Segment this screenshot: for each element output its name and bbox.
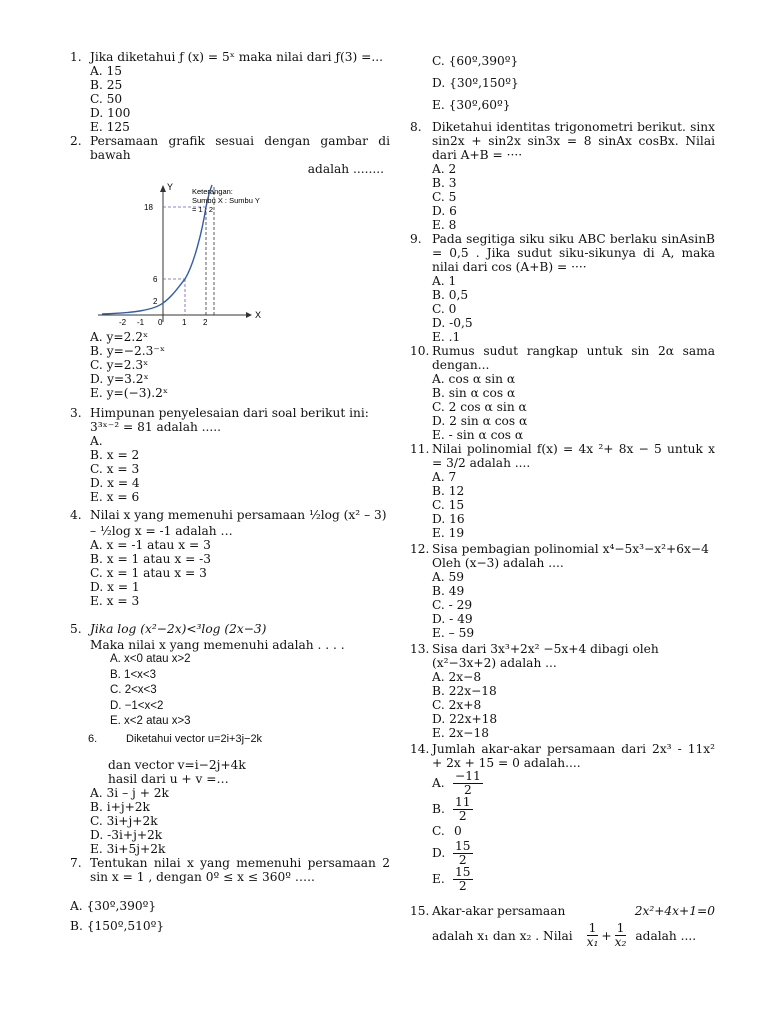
option[interactable]: D. {30º,150º} (432, 76, 519, 90)
option[interactable]: D. y=3.2ˣ (90, 372, 149, 386)
equation: 2x²+4x+1=0 (634, 904, 715, 918)
question-text-cont: (x²−3x+2) adalah ... (432, 656, 557, 670)
question-11 (410, 442, 715, 470)
question-text: Nilai x yang memenuhi persamaan ½log (x² – 3) (90, 508, 387, 522)
legend-line: = 1 : 2 (192, 205, 214, 214)
option[interactable]: D. 6 (432, 204, 457, 218)
option[interactable]: B. x = 2 (90, 448, 140, 462)
option[interactable]: E. – 59 (432, 626, 475, 640)
option[interactable]: C. x = 1 atau x = 3 (90, 566, 207, 580)
question-number: 12. (410, 542, 430, 556)
option[interactable]: E. 8 (432, 218, 457, 232)
option[interactable]: D. 16 (432, 512, 465, 526)
question-number: 9. (410, 232, 422, 246)
left-column (70, 50, 390, 936)
question-2 (70, 134, 390, 162)
option[interactable]: E. x = 6 (90, 490, 140, 504)
x-tick: 1 (182, 318, 187, 327)
option[interactable]: A. 15 (90, 64, 123, 78)
question-text-cont: adalah x₁ dan x₂ . Nilai $\frac{1}{\text{x₁}}$ + $\frac{1}{\text{x₂}}$ adalah .... (432, 921, 697, 949)
option[interactable]: A. 59 (432, 570, 465, 584)
option[interactable]: B. 49 (432, 584, 465, 598)
x-axis-label: X (255, 310, 262, 320)
question-text: Jika diketahui ƒ (x) = 5ˣ maka nilai dari ƒ(3) =... (90, 50, 383, 64)
q6-options (70, 786, 390, 856)
question-text: Jumlah akar-akar persamaan dari 2x³ - 11x² + 2x + 15 = 0 adalah.... (432, 742, 715, 770)
option[interactable]: D. x = 1 (90, 580, 140, 594)
question-text: Pada segitiga siku siku ABC berlaku sinAsinB = 0,5 . Jika sudut siku-sikunya di A, maka nilai dari cos (A+B) = ···· (432, 232, 715, 274)
option[interactable]: C. 5 (432, 190, 457, 204)
question-text-cont: – ½log x = -1 adalah … (90, 524, 233, 538)
q2-options (70, 330, 390, 400)
question-4 (70, 508, 390, 522)
option[interactable]: E. - sin α cos α (432, 428, 524, 442)
option[interactable]: D. 22x+18 (432, 712, 498, 726)
option[interactable]: B. 25 (90, 78, 123, 92)
option[interactable]: E. {30º,60º} (432, 98, 511, 112)
q1-options (70, 64, 390, 134)
y-tick: 6 (153, 275, 158, 284)
q7-options-right (410, 50, 715, 116)
legend-line: Sumbu X : Sumbu Y (192, 196, 260, 205)
option[interactable]: D. x = 4 (90, 476, 140, 490)
question-text: Jika log (x²−2x)<³log (2x−3) (90, 622, 267, 636)
question-text: Diketahui identitas trigonometri berikut. sinx sin2x + sin2x sin3x = 8 sinAx cosBx. Nilai dari A+B = ···· (432, 120, 715, 162)
question-text: Himpunan penyelesaian dari soal berikut ini: (90, 406, 369, 420)
option[interactable]: A. y=2.2ˣ (90, 330, 149, 344)
question-text: Sisa dari 3x³+2x² −5x+4 dibagi oleh (432, 642, 659, 656)
x-tick: 0 (158, 318, 163, 327)
option[interactable]: C. 0 (432, 824, 462, 838)
legend-title: Keterangan: (192, 187, 233, 196)
option[interactable]: D. -0,5 (432, 316, 473, 330)
x-tick: -2 (119, 318, 127, 327)
option[interactable]: C. x = 3 (90, 462, 140, 476)
option[interactable]: A. cos α sin α (432, 372, 516, 386)
x-axis-arrow (246, 312, 252, 318)
q12-options (410, 570, 715, 640)
y-tick: 18 (144, 203, 153, 212)
option[interactable]: A. 3i – j + 2k (90, 785, 169, 800)
option[interactable]: D. -3i+j+2k (90, 827, 163, 842)
q9-options (410, 274, 715, 344)
question-number: 1. (70, 50, 82, 64)
question-number: 7. (70, 855, 82, 870)
option[interactable]: C. 2<x<3 (110, 684, 157, 696)
question-text: Sisa pembagian polinomial x⁴−5x³−x²+6x−4 (432, 542, 709, 556)
option[interactable]: B. x = 1 atau x = -3 (90, 552, 212, 566)
question-text: Persamaan grafik sesuai dengan gambar di bawah (90, 134, 390, 162)
question-13 (410, 642, 715, 656)
option[interactable]: D. 2 sin α cos α (432, 414, 528, 428)
option[interactable]: E. 125 (90, 120, 130, 134)
right-column (410, 50, 715, 949)
question-number: 13. (410, 642, 430, 656)
question-5 (70, 622, 390, 636)
question-number: 2. (70, 134, 82, 148)
question-text-cont: hasil dari u + v =… (108, 771, 229, 786)
option[interactable]: B. y=−2.3⁻ˣ (90, 344, 165, 358)
question-number: 11. (410, 442, 430, 456)
option[interactable]: C. 2 cos α sin α (432, 400, 527, 414)
y-axis-arrow (160, 185, 166, 192)
option[interactable]: C. 0 (432, 302, 457, 316)
question-number: 4. (70, 508, 82, 522)
q13-options (410, 670, 715, 740)
x-tick: -1 (137, 318, 145, 327)
question-14 (410, 742, 715, 770)
option[interactable]: E. $\frac{15}{2}$ (432, 864, 471, 893)
option[interactable]: B. 0,5 (432, 288, 469, 302)
option[interactable]: D. 100 (90, 106, 131, 120)
option[interactable]: C. 50 (90, 92, 123, 106)
option[interactable]: C. {60º,390º} (432, 54, 519, 68)
question-text-cont: dan vector v=i−2j+4k (108, 757, 246, 772)
option[interactable]: C. 3i+j+2k (90, 813, 158, 828)
option[interactable]: A. 2x−8 (432, 670, 482, 684)
question-text-cont: 3³ˣ⁻² = 81 adalah ..... (90, 420, 222, 434)
option[interactable]: E. 19 (432, 526, 465, 540)
question-8 (410, 120, 715, 162)
option[interactable]: E. 3i+5j+2k (90, 841, 166, 856)
question-text: Akar-akar persamaan (432, 904, 566, 918)
question-text-cont: adalah ........ (307, 162, 384, 176)
q11-options (410, 470, 715, 540)
option[interactable]: A. 2 (432, 162, 457, 176)
question-text-cont: Oleh (x−3) adalah .... (432, 556, 564, 570)
question-number: 6. (88, 732, 98, 745)
q10-options (410, 372, 715, 442)
question-number: 8. (410, 120, 422, 134)
question-3 (70, 406, 390, 420)
option[interactable]: B. {150º,510º} (70, 918, 165, 933)
y-axis-label: Y (167, 182, 174, 192)
question-number: 5. (70, 622, 82, 636)
question-text: Tentukan nilai x yang memenuhi persamaan 2 sin x = 1 , dengan 0º ≤ x ≤ 360º ….. (90, 855, 390, 884)
option[interactable]: A. {30º,390º} (70, 898, 157, 913)
option[interactable]: A. (90, 434, 103, 448)
option[interactable]: E. 2x−18 (432, 726, 489, 740)
option[interactable]: B. sin α cos α (432, 386, 516, 400)
option[interactable]: C. y=2.3ˣ (90, 358, 149, 372)
q7-options-left (70, 896, 390, 936)
option[interactable]: B. 12 (432, 484, 465, 498)
x-tick: 2 (203, 318, 208, 327)
option[interactable]: C. 15 (432, 498, 465, 512)
option[interactable]: B. 1<x<3 (110, 668, 157, 681)
question-number: 15. (410, 904, 430, 918)
option[interactable]: D. $\frac{15}{2}$ (432, 838, 471, 867)
option[interactable]: E. .1 (432, 330, 461, 344)
question-text-cont: Maka nilai x yang memenuhi adalah . . . . (90, 638, 345, 652)
question-text: Nilai polinomial f(x) = 4x ²+ 8x − 5 untuk x = 3/2 adalah .... (432, 442, 715, 470)
option[interactable]: B. 3 (432, 176, 457, 190)
question-text: Rumus sudut rangkap untuk sin 2α sama dengan... (432, 344, 715, 372)
question-number: 10. (410, 344, 430, 358)
exponential-graph (94, 182, 264, 332)
option[interactable]: A. x<0 atau x>2 (110, 653, 191, 665)
q8-options (410, 162, 715, 232)
question-9 (410, 232, 715, 274)
question-number: 3. (70, 406, 82, 420)
y-tick: 2 (153, 297, 158, 306)
option[interactable]: C. 2x+8 (432, 698, 482, 712)
question-12 (410, 542, 715, 556)
option[interactable]: A. 1 (432, 274, 457, 288)
option[interactable]: E. x<2 atau x>3 (110, 715, 191, 727)
question-15 (410, 904, 715, 918)
q5-options (70, 652, 390, 730)
option[interactable]: D. - 49 (432, 612, 473, 626)
question-1 (70, 50, 390, 64)
option[interactable]: A. x = -1 atau x = 3 (90, 538, 211, 552)
q3-options (70, 434, 390, 504)
option[interactable]: A. 7 (432, 470, 457, 484)
question-number: 14. (410, 742, 430, 756)
option[interactable]: E. y=(−3).2ˣ (90, 386, 169, 400)
option[interactable]: E. x = 3 (90, 594, 140, 608)
option[interactable]: D. −1<x<2 (110, 699, 164, 712)
option[interactable]: A. $\frac{-11}{2}$ (432, 768, 481, 797)
option[interactable]: C. - 29 (432, 598, 473, 612)
question-7 (70, 856, 390, 884)
question-6 (70, 732, 390, 746)
q4-options (70, 538, 390, 608)
option[interactable]: B. 22x−18 (432, 684, 497, 698)
q14-options (410, 770, 715, 892)
question-10 (410, 344, 715, 372)
option[interactable]: B. i+j+2k (90, 799, 150, 814)
question-text: Diketahui vector u=2i+3j−2k (126, 732, 263, 745)
option[interactable]: B. $\frac{11}{2}$ (432, 794, 471, 823)
